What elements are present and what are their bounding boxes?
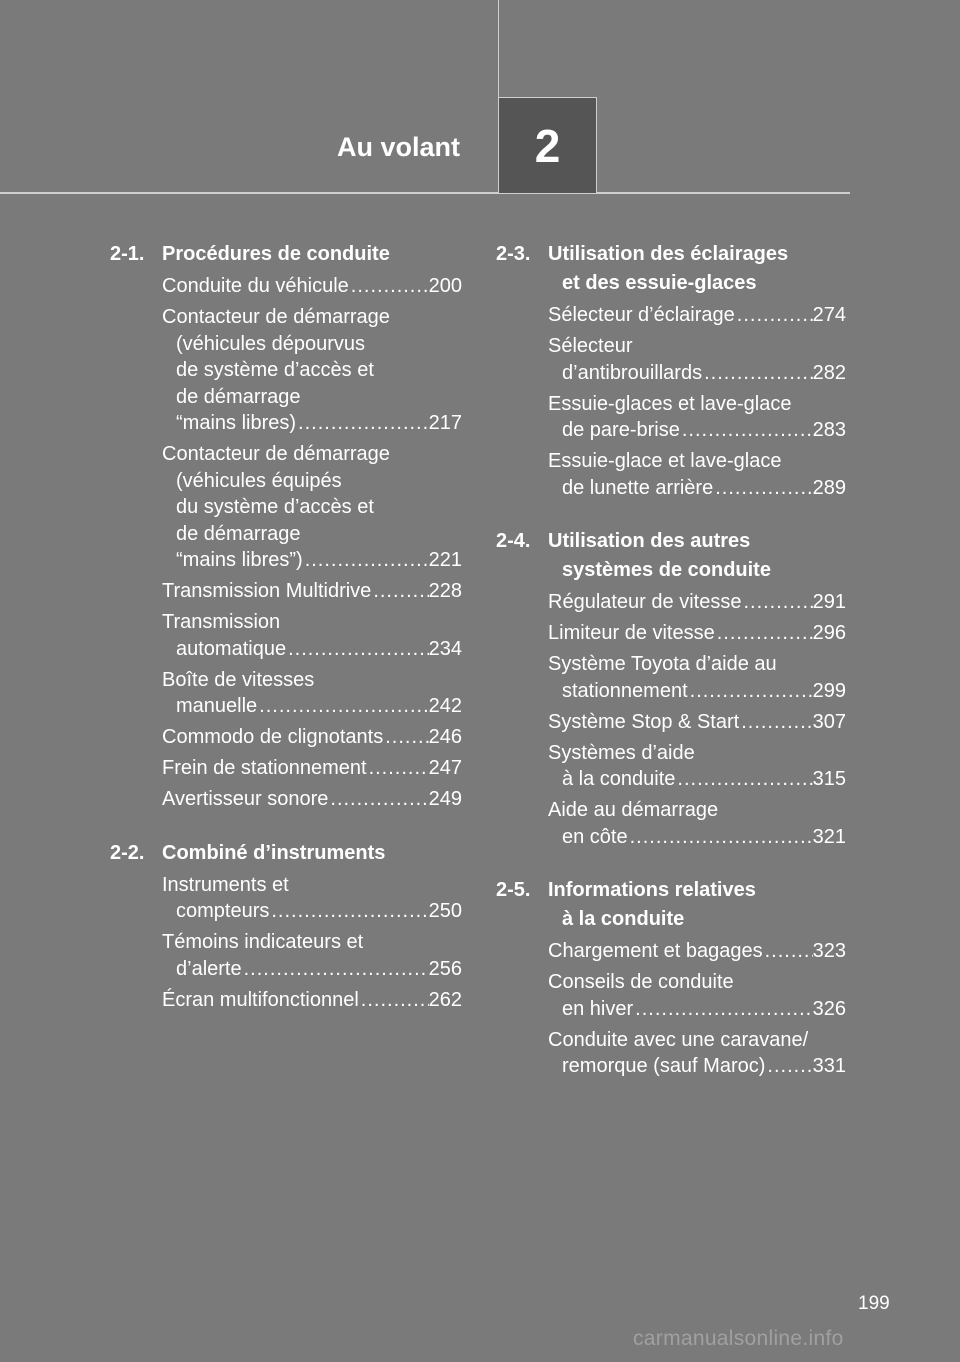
entry-text-line: d’antibrouillards: [562, 361, 703, 384]
section-heading: [496, 876, 846, 934]
section-number: 2-2.: [110, 841, 145, 864]
dot-leader: [257, 693, 428, 720]
dot-leader: [269, 898, 428, 925]
entry-text-line: Conduite avec une caravane/: [548, 1028, 809, 1051]
entry-text-line: de lunette arrière: [562, 476, 714, 499]
entry-text-line: du système d’accès et: [176, 496, 374, 518]
dot-leader: [633, 996, 812, 1023]
entry-last-line: [162, 410, 462, 437]
chapter-number: 2: [534, 119, 561, 172]
dot-leader: [628, 824, 813, 851]
entry-last-line: [548, 360, 846, 387]
toc-entry[interactable]: [548, 589, 846, 616]
section-title-line: Utilisation des éclairages: [548, 243, 789, 265]
entry-text-line: automatique: [176, 637, 287, 660]
toc-entry[interactable]: [162, 273, 462, 300]
toc-entry[interactable]: [162, 786, 462, 813]
entry-text-line: d’alerte: [176, 957, 242, 980]
section-number: 2-1.: [110, 243, 145, 265]
entry-text-line: Conseils de conduite: [548, 971, 734, 993]
entry-text-line: stationnement: [562, 679, 688, 702]
section-title: [548, 876, 846, 934]
entry-text-line: (véhicules équipés: [176, 469, 342, 492]
toc-entry[interactable]: [548, 620, 846, 647]
dot-leader: [765, 1053, 812, 1080]
dot-leader: [713, 475, 812, 502]
section-heading: [496, 240, 846, 298]
entry-text-line: de pare-brise: [562, 419, 680, 441]
entry-page-number: 307: [812, 710, 846, 733]
toc-entry[interactable]: [162, 987, 462, 1014]
toc-entry[interactable]: [548, 797, 846, 850]
entry-last-line: [548, 475, 846, 502]
entry-text-line: Limiteur de vitesse: [548, 622, 715, 644]
entry-text-line: en hiver: [562, 997, 634, 1020]
entry-page-number: 331: [812, 1055, 846, 1077]
entry-last-line: [548, 996, 846, 1023]
header-horizontal-rule: [0, 192, 850, 194]
entry-page-number: 262: [428, 988, 462, 1011]
dot-leader: [735, 302, 813, 329]
entry-page-number: 242: [428, 695, 462, 717]
dot-leader: [739, 709, 812, 736]
entry-last-line: [548, 709, 846, 736]
section-title-line: systèmes de conduite: [562, 559, 771, 581]
entry-text-line: Système Toyota d’aide au: [548, 653, 777, 675]
dot-leader: [688, 678, 813, 705]
entry-page-number: 246: [428, 726, 462, 748]
entry-text-line: de démarrage: [176, 385, 301, 408]
entry-last-line: [162, 956, 462, 983]
entry-text-line: Avertisseur sonore: [162, 788, 329, 810]
dot-leader: [702, 360, 813, 387]
entry-page-number: 291: [812, 591, 846, 613]
entry-text-line: manuelle: [176, 695, 258, 717]
section-number: 2-5.: [496, 879, 531, 901]
entry-last-line: [162, 724, 462, 751]
dot-leader: [359, 987, 429, 1014]
dot-leader: [715, 620, 813, 647]
entry-page-number: 321: [812, 825, 846, 848]
dot-leader: [242, 956, 429, 983]
section-title-line: Utilisation des autres: [548, 530, 751, 552]
dot-leader: [286, 636, 429, 663]
entry-page-number: 282: [812, 361, 846, 384]
toc-entry[interactable]: [548, 391, 846, 444]
entry-last-line: [162, 987, 462, 1014]
toc-entry[interactable]: [162, 304, 462, 437]
entry-last-line: [162, 898, 462, 925]
entry-page-number: 221: [428, 549, 462, 571]
entry-last-line: [548, 824, 846, 851]
entry-list: [110, 273, 462, 813]
entry-last-line: [162, 786, 462, 813]
chapter-title: Au volant: [336, 132, 460, 162]
entry-list: [110, 872, 462, 1014]
entry-last-line: [162, 755, 462, 782]
dot-leader: [680, 417, 813, 444]
entry-text-line: “mains libres”): [176, 549, 303, 571]
entry-page-number: 234: [428, 637, 462, 660]
toc-entry[interactable]: [548, 651, 846, 704]
entry-page-number: 323: [812, 940, 846, 962]
toc-section: [496, 240, 846, 501]
entry-page-number: 274: [812, 304, 846, 326]
entry-page-number: 289: [812, 476, 846, 499]
entry-text-line: “mains libres): [176, 412, 297, 434]
section-number: 2-4.: [496, 530, 531, 552]
entry-list: [496, 302, 846, 501]
section-title: [548, 240, 846, 298]
section-title: [162, 839, 462, 868]
entry-text-line: Conduite du véhicule: [162, 275, 349, 297]
entry-last-line: [548, 678, 846, 705]
entry-list: [496, 938, 846, 1080]
toc-entry[interactable]: [548, 938, 846, 965]
entry-text-line: (véhicules dépourvus: [176, 332, 365, 355]
toc-entry[interactable]: [162, 755, 462, 782]
entry-text-line: Aide au démarrage: [548, 799, 719, 821]
entry-last-line: [548, 620, 846, 647]
section-heading: [496, 527, 846, 585]
watermark: carmanualsonline.info: [633, 1327, 844, 1350]
dot-leader: [303, 547, 429, 574]
entry-text-line: Témoins indicateurs et: [162, 931, 364, 953]
page-number: 199: [858, 1293, 890, 1314]
entry-last-line: [548, 1053, 846, 1080]
entry-last-line: [162, 547, 462, 574]
section-title-line: à la conduite: [562, 908, 685, 930]
toc-entry[interactable]: [162, 441, 462, 574]
toc-entry[interactable]: [162, 929, 462, 982]
dot-leader: [383, 724, 428, 751]
entry-page-number: 283: [812, 419, 846, 441]
dot-leader: [296, 410, 429, 437]
entry-page-number: 299: [812, 679, 846, 702]
entry-text-line: Système Stop & Start: [548, 710, 740, 733]
section-number: 2-3.: [496, 243, 531, 265]
chapter-number-box: [499, 97, 597, 193]
entry-page-number: 296: [812, 622, 846, 644]
dot-leader: [741, 589, 812, 616]
toc-section: [496, 876, 846, 1080]
section-title-line: Informations relatives: [548, 879, 756, 901]
entry-text-line: en côte: [562, 825, 628, 848]
entry-page-number: 256: [428, 957, 462, 980]
entry-text-line: de système d’accès et: [176, 359, 374, 381]
section-heading: [110, 839, 462, 868]
entry-page-number: 249: [428, 788, 462, 810]
toc-entry[interactable]: [162, 667, 462, 720]
toc-entry[interactable]: [548, 709, 846, 736]
section-title: [548, 527, 846, 585]
toc-entry[interactable]: [548, 1027, 846, 1080]
entry-page-number: 315: [812, 768, 846, 790]
entry-last-line: [162, 693, 462, 720]
entry-page-number: 228: [428, 580, 462, 602]
dot-leader: [675, 766, 812, 793]
toc-entry[interactable]: [162, 724, 462, 751]
entry-text-line: Boîte de vitesses: [162, 668, 315, 691]
dot-leader: [328, 786, 428, 813]
entry-text-line: Commodo de clignotants: [162, 726, 384, 748]
entry-page-number: 200: [428, 275, 462, 297]
section-title-line: et des essuie-glaces: [562, 272, 757, 294]
dot-leader: [349, 273, 429, 300]
entry-page-number: 250: [428, 900, 462, 922]
entry-text-line: Instruments et: [162, 873, 289, 896]
entry-text-line: Sélecteur: [548, 335, 633, 357]
entry-text-line: Essuie-glaces et lave-glace: [548, 392, 792, 415]
toc-left-column: [110, 240, 462, 1039]
entry-text-line: de démarrage: [176, 522, 301, 545]
toc-entry[interactable]: [162, 872, 462, 925]
toc-section: [110, 839, 462, 1014]
dot-leader: [371, 578, 428, 605]
toc-entry[interactable]: [548, 740, 846, 793]
toc-entry[interactable]: [548, 448, 846, 501]
entry-text-line: Sélecteur d’éclairage: [548, 304, 735, 326]
entry-text-line: compteurs: [176, 900, 270, 922]
toc-entry[interactable]: [548, 333, 846, 386]
entry-text-line: Frein de stationnement: [162, 757, 367, 779]
section-heading: [110, 240, 462, 269]
entry-text-line: Essuie-glace et lave-glace: [548, 450, 782, 472]
entry-text-line: Transmission: [162, 611, 281, 633]
entry-text-line: Transmission Multidrive: [162, 580, 372, 602]
dot-leader: [763, 938, 813, 965]
entry-text-line: Écran multifonctionnel: [162, 988, 359, 1011]
toc-entry[interactable]: [162, 578, 462, 605]
section-title: [162, 240, 462, 269]
entry-last-line: [548, 938, 846, 965]
section-title-line: Combiné d’instruments: [162, 841, 386, 864]
entry-page-number: 326: [812, 997, 846, 1020]
entry-text-line: Contacteur de démarrage: [162, 443, 390, 465]
section-title-line: Procédures de conduite: [162, 243, 390, 265]
entry-text-line: Systèmes d’aide: [548, 741, 695, 764]
entry-last-line: [162, 578, 462, 605]
dot-leader: [367, 755, 429, 782]
entry-last-line: [548, 589, 846, 616]
entry-text-line: Régulateur de vitesse: [548, 591, 742, 613]
entry-last-line: [548, 302, 846, 329]
toc-section: [110, 240, 462, 813]
toc-entry[interactable]: [162, 609, 462, 662]
entry-list: [496, 589, 846, 850]
entry-last-line: [548, 766, 846, 793]
toc-right-column: [496, 240, 846, 1106]
toc-entry[interactable]: [548, 969, 846, 1022]
entry-page-number: 217: [428, 412, 462, 434]
entry-text-line: remorque (sauf Maroc): [562, 1055, 766, 1077]
entry-text-line: Chargement et bagages: [548, 940, 763, 962]
entry-text-line: à la conduite: [562, 768, 676, 790]
entry-text-line: Contacteur de démarrage: [162, 306, 390, 328]
entry-page-number: 247: [428, 757, 462, 779]
entry-last-line: [162, 273, 462, 300]
toc-section: [496, 527, 846, 850]
toc-entry[interactable]: [548, 302, 846, 329]
entry-last-line: [162, 636, 462, 663]
entry-last-line: [548, 417, 846, 444]
